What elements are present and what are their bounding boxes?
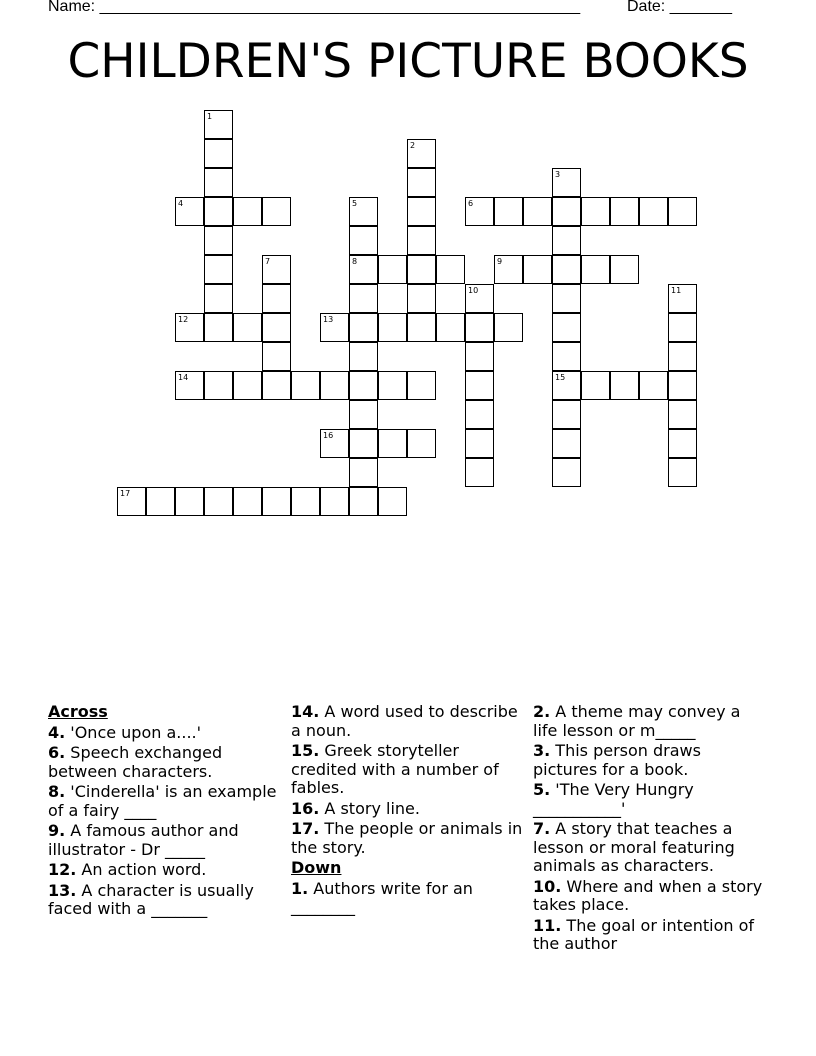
- crossword-cell[interactable]: [349, 400, 378, 429]
- crossword-cell[interactable]: [378, 429, 407, 458]
- crossword-cell[interactable]: [552, 255, 581, 284]
- crossword-cell[interactable]: [378, 371, 407, 400]
- name-field-label: Name: ______________________________________________________: [48, 0, 581, 15]
- crossword-cell[interactable]: [668, 197, 697, 226]
- crossword-cell[interactable]: [349, 487, 378, 516]
- crossword-cell[interactable]: [349, 313, 378, 342]
- clue-across-6: 6. Speech exchanged between characters.: [48, 743, 223, 781]
- crossword-cell[interactable]: [552, 458, 581, 487]
- crossword-cell[interactable]: [668, 400, 697, 429]
- clues-column-2: [291, 703, 527, 919]
- clues-column-3: [533, 703, 769, 956]
- crossword-cell[interactable]: [581, 255, 610, 284]
- crossword-cell[interactable]: [407, 197, 436, 226]
- crossword-cell[interactable]: [610, 197, 639, 226]
- crossword-cell[interactable]: [204, 284, 233, 313]
- crossword-cell[interactable]: [407, 429, 436, 458]
- clue-number-label: 1: [207, 112, 213, 121]
- crossword-cell[interactable]: [523, 197, 552, 226]
- crossword-cell[interactable]: [320, 487, 349, 516]
- clue-down-10: 10. Where and when a story takes place.: [533, 876, 763, 914]
- crossword-cell[interactable]: [262, 197, 291, 226]
- clue-down-11: 11. The goal or intention of the author: [533, 915, 755, 953]
- clue-number-label: 8: [352, 257, 358, 266]
- clue-down-1: 1. Authors write for an ________: [291, 878, 473, 916]
- crossword-cell[interactable]: [465, 400, 494, 429]
- crossword-cell[interactable]: [494, 197, 523, 226]
- page-title: CHILDREN'S PICTURE BOOKS: [67, 34, 749, 89]
- crossword-cell[interactable]: [523, 255, 552, 284]
- across-heading: Across: [48, 702, 108, 721]
- crossword-cell[interactable]: [204, 487, 233, 516]
- crossword-cell[interactable]: [233, 313, 262, 342]
- crossword-cell[interactable]: [610, 255, 639, 284]
- crossword-cell[interactable]: [204, 168, 233, 197]
- crossword-cell[interactable]: [668, 313, 697, 342]
- clue-down-7: 7. A story that teaches a lesson or moral featuring animals as characters.: [533, 819, 735, 875]
- crossword-cell[interactable]: [233, 371, 262, 400]
- clue-across-12: 12. An action word.: [48, 860, 207, 879]
- crossword-cell[interactable]: [204, 139, 233, 168]
- crossword-cell[interactable]: [668, 342, 697, 371]
- clue-across-16: 16. A story line.: [291, 798, 420, 818]
- clue-number-label: 2: [410, 141, 416, 150]
- crossword-cell[interactable]: [291, 487, 320, 516]
- clue-number-label: 16: [323, 431, 334, 440]
- crossword-cell[interactable]: [552, 342, 581, 371]
- crossword-cell[interactable]: [233, 197, 262, 226]
- crossword-cell[interactable]: [407, 226, 436, 255]
- clue-number-label: 5: [352, 199, 358, 208]
- crossword-cell[interactable]: [349, 458, 378, 487]
- date-field-label: Date: _______: [627, 0, 732, 15]
- crossword-cell[interactable]: [204, 226, 233, 255]
- crossword-cell[interactable]: [262, 487, 291, 516]
- crossword-cell[interactable]: [378, 255, 407, 284]
- crossword-cell[interactable]: [610, 371, 639, 400]
- crossword-cell[interactable]: [465, 371, 494, 400]
- crossword-cell[interactable]: [581, 371, 610, 400]
- crossword-cell[interactable]: [146, 487, 175, 516]
- crossword-cell[interactable]: [639, 197, 668, 226]
- clue-number-label: 15: [555, 373, 566, 382]
- crossword-cell[interactable]: [552, 313, 581, 342]
- clue-number-label: 12: [178, 315, 189, 324]
- crossword-cell[interactable]: [349, 284, 378, 313]
- clue-across-13: 13. A character is usually faced with a _______: [48, 880, 254, 918]
- crossword-cell[interactable]: [262, 371, 291, 400]
- crossword-cell[interactable]: [552, 284, 581, 313]
- crossword-cell[interactable]: [204, 371, 233, 400]
- crossword-cell[interactable]: [407, 371, 436, 400]
- crossword-cell[interactable]: [233, 487, 262, 516]
- crossword-cell[interactable]: [552, 400, 581, 429]
- clue-number-label: 3: [555, 170, 561, 179]
- clue-number-label: 13: [323, 315, 334, 324]
- crossword-cell[interactable]: [552, 429, 581, 458]
- crossword-cell[interactable]: [552, 197, 581, 226]
- crossword-cell[interactable]: [465, 342, 494, 371]
- crossword-cell[interactable]: [291, 371, 320, 400]
- crossword-cell[interactable]: [320, 371, 349, 400]
- crossword-cell[interactable]: [262, 284, 291, 313]
- crossword-cell[interactable]: [349, 226, 378, 255]
- clue-number-label: 10: [468, 286, 479, 295]
- clue-across-14: 14. A word used to describe a noun.: [291, 702, 518, 740]
- clue-number-label: 14: [178, 373, 189, 382]
- clue-number-label: 6: [468, 199, 474, 208]
- crossword-cell[interactable]: [378, 313, 407, 342]
- crossword-cell[interactable]: [465, 458, 494, 487]
- crossword-cell[interactable]: [465, 313, 494, 342]
- crossword-cell[interactable]: [349, 371, 378, 400]
- crossword-cell[interactable]: [407, 255, 436, 284]
- crossword-cell[interactable]: [262, 313, 291, 342]
- crossword-cell[interactable]: [407, 168, 436, 197]
- crossword-cell[interactable]: [378, 487, 407, 516]
- clue-number-label: 11: [671, 286, 682, 295]
- clue-number-label: 7: [265, 257, 271, 266]
- crossword-cell[interactable]: [262, 342, 291, 371]
- clue-down-2: 2. A theme may convey a life lesson or m_____: [533, 702, 741, 740]
- crossword-cell[interactable]: [349, 342, 378, 371]
- crossword-cell[interactable]: [204, 313, 233, 342]
- crossword-cell[interactable]: [581, 197, 610, 226]
- crossword-cell[interactable]: [436, 255, 465, 284]
- clue-across-8: 8. 'Cinderella' is an example of a fairy ____: [48, 782, 277, 820]
- clues-column-1: [48, 703, 284, 921]
- crossword-cell[interactable]: [175, 487, 204, 516]
- crossword-cell[interactable]: [407, 313, 436, 342]
- down-heading: Down: [291, 858, 342, 877]
- crossword-cell[interactable]: [668, 371, 697, 400]
- clue-down-5: 5. 'The Very Hungry ___________': [533, 780, 694, 818]
- crossword-cell[interactable]: [639, 371, 668, 400]
- crossword-cell[interactable]: [668, 458, 697, 487]
- clue-number-label: 9: [497, 257, 503, 266]
- clue-down-3: 3. This person draws pictures for a book.: [533, 741, 701, 779]
- crossword-cell[interactable]: [494, 313, 523, 342]
- crossword-cell[interactable]: [407, 284, 436, 313]
- crossword-cell[interactable]: [436, 313, 465, 342]
- clue-number-label: 4: [178, 199, 184, 208]
- crossword-cell[interactable]: [204, 197, 233, 226]
- clue-across-15: 15. Greek storyteller credited with a number of fables.: [291, 741, 499, 797]
- clue-across-9: 9. A famous author and illustrator - Dr _____: [48, 821, 239, 859]
- clue-across-17: 17. The people or animals in the story.: [291, 819, 523, 857]
- crossword-cell[interactable]: [349, 429, 378, 458]
- crossword-cell[interactable]: [552, 226, 581, 255]
- crossword-cell[interactable]: [204, 255, 233, 284]
- crossword-cell[interactable]: [465, 429, 494, 458]
- crossword-cell[interactable]: [668, 429, 697, 458]
- clue-across-4: 4. 'Once upon a....': [48, 722, 202, 742]
- clue-number-label: 17: [120, 489, 131, 498]
